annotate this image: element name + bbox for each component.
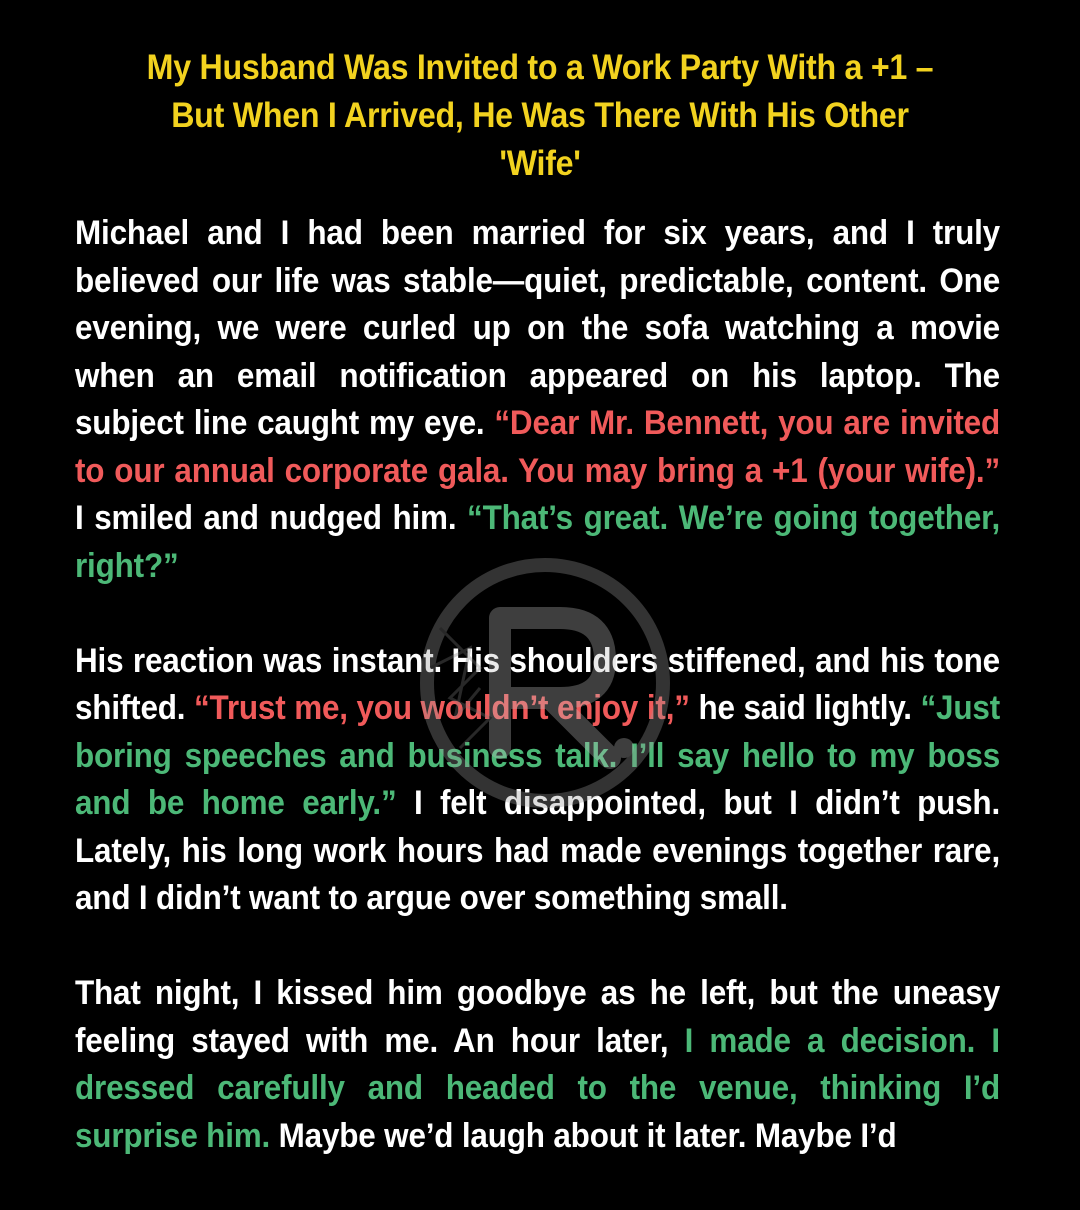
- narration-text: I felt disappointed, but I didn’t push. Lately, his long work hours had made evenings together rare, and I didn’t want to argue over something small.: [75, 784, 1001, 917]
- quote-red: “Dear Mr. Bennett, you are invited to our annual corporate gala. You may bring a +1 (your wife).”: [75, 404, 1000, 490]
- paragraph-spacer: [75, 590, 1000, 638]
- quote-green: “That’s great. We’re going together, right?”: [75, 499, 1000, 585]
- narration-text: That night, I kissed him goodbye as he left, but the uneasy feeling stayed with me. An hour later,: [75, 974, 1000, 1060]
- quote-green: I made a decision. I dressed carefully and headed to the venue, thinking I’d surprise him.: [75, 1021, 1000, 1155]
- title-line-3: 'Wife': [499, 144, 581, 183]
- article-title: [80, 44, 1000, 188]
- paragraph-spacer: [75, 923, 1000, 971]
- quote-green: “Just boring speeches and business talk. I’ll say hello to my boss and be home early.”: [75, 689, 1000, 822]
- narration-text: I smiled and nudged him.: [75, 499, 468, 537]
- title-line-2: But When I Arrived, He Was There With His Other: [171, 96, 909, 135]
- narration-text: Michael and I had been married for six years, and I truly believed our life was stable—quiet, predictable, content. One evening, we were curled up on the sofa watching a movie when an email notification appeared on his laptop. The subject line caught my eye.: [75, 214, 1000, 442]
- paragraph-2: [75, 638, 1000, 923]
- title-line-1: My Husband Was Invited to a Work Party With a +1 –: [146, 48, 934, 87]
- narration-text: His reaction was instant. His shoulders stiffened, and his tone shifted.: [75, 641, 1000, 727]
- narration-text: he said lightly.: [689, 689, 921, 727]
- paragraph-1: [75, 210, 1000, 590]
- narration-text: Maybe we’d laugh about it later. Maybe I’d: [270, 1116, 897, 1155]
- quote-red: “Trust me, you wouldn’t enjoy it,”: [194, 689, 690, 727]
- story-body: [75, 210, 1000, 1160]
- paragraph-3: [75, 970, 1000, 1160]
